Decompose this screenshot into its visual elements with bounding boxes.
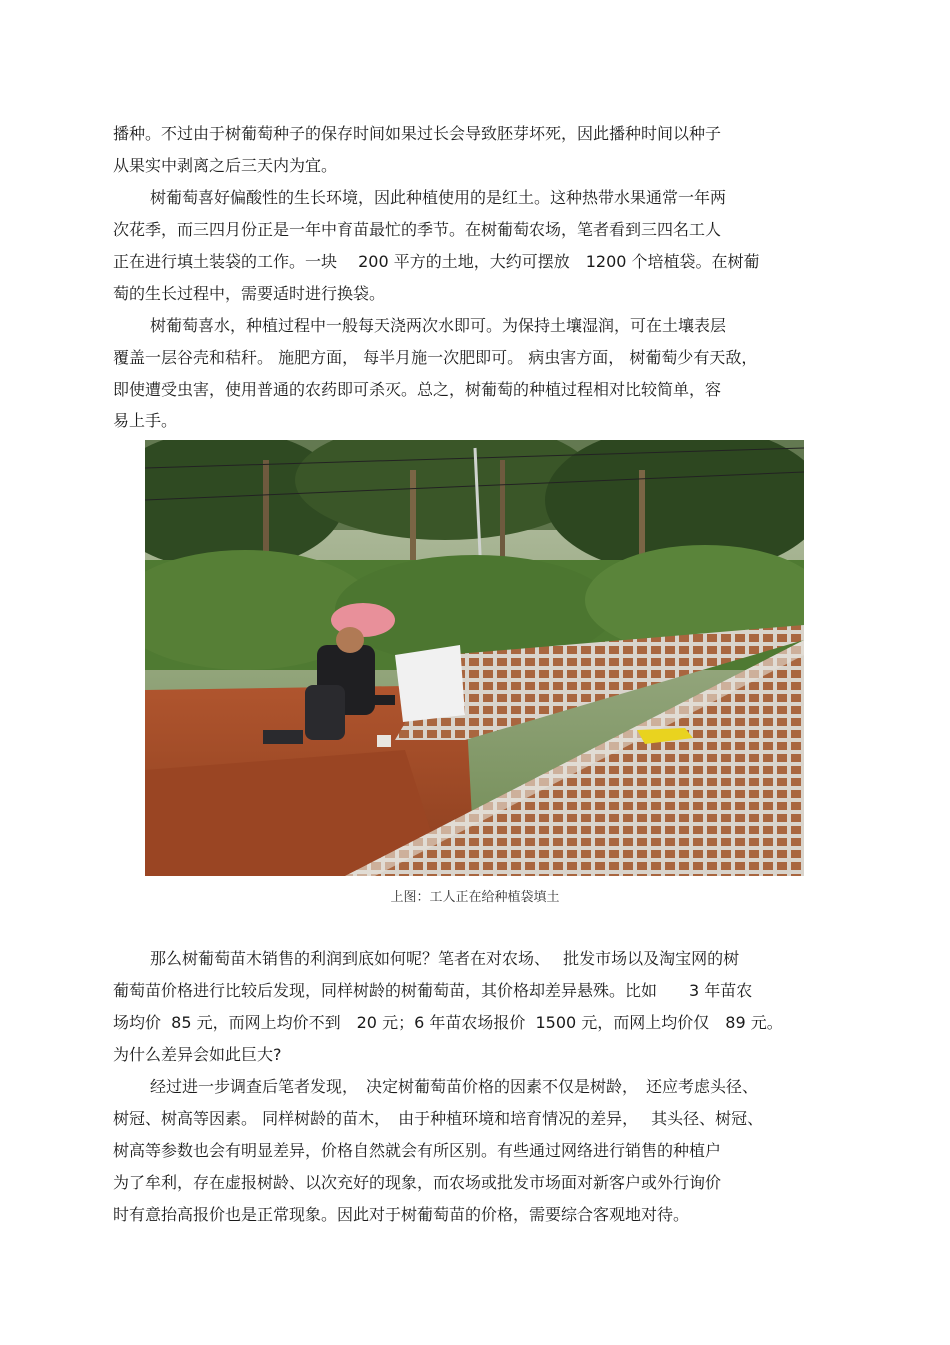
text-line: 那么树葡萄苗木销售的利润到底如何呢？笔者在对农场、 批发市场以及淘宝网的树 [150,949,740,968]
text-line: 经过进一步调查后笔者发现， 决定树葡萄苗价格的因素不仅是树龄， 还应考虑头径、 [150,1077,759,1096]
text-line: 场均价 85 元，而网上均价不到 20 元；6 年苗农场报价 1500 元，而网上均价仅 89 元。 [113,1013,783,1032]
text-line: 葡萄苗价格进行比较后发现，同样树龄的树葡萄苗，其价格却差异悬殊。比如 3 年苗农 [113,981,753,1000]
text-line: 为了牟利，存在虚报树龄、以次充好的现象，而农场或批发市场面对新客户或外行询价 [113,1173,722,1192]
text-line: 时有意抬高报价也是正常现象。因此对于树葡萄苗的价格，需要综合客观地对待。 [113,1205,690,1224]
text-line: 易上手。 [113,411,178,430]
figure-caption: 上图：工人正在给种植袋填土 [390,890,560,905]
text-line: 次花季，而三四月份正是一年中育苗最忙的季节。在树葡萄农场，笔者看到三四名工人 [113,220,722,239]
farm-photo [145,440,804,876]
text-line: 从果实中剥离之后三天内为宜。 [113,156,338,175]
text-line: 树冠、树高等因素。 同样树龄的苗木， 由于种植环境和培育情况的差异， 其头径、树冠、 [113,1109,764,1128]
text-line: 树高等参数也会有明显差异，价格自然就会有所区别。有些通过网络进行销售的种植户 [113,1141,722,1160]
text-line: 树葡萄喜水，种植过程中一般每天浇两次水即可。为保持土壤湿润，可在土壤表层 [150,316,727,335]
text-line: 正在进行填土装袋的工作。一块 200 平方的土地，大约可摆放 1200 个培植袋。在树葡 [113,252,760,271]
text-line: 覆盖一层谷壳和秸秆。 施肥方面， 每半月施一次肥即可。 病虫害方面， 树葡萄少有天敌， [113,348,758,367]
text-line: 为什么差异会如此巨大? [113,1045,282,1064]
text-line: 树葡萄喜好偏酸性的生长环境，因此种植使用的是红土。这种热带水果通常一年两 [150,188,727,207]
text-line: 即使遭受虫害，使用普通的农药即可杀灭。总之，树葡萄的种植过程相对比较简单，容 [113,380,722,399]
text-line: 播种。不过由于树葡萄种子的保存时间如果过长会导致胚芽坏死，因此播种时间以种子 [113,124,722,143]
text-line: 萄的生长过程中，需要适时进行换袋。 [113,284,386,303]
